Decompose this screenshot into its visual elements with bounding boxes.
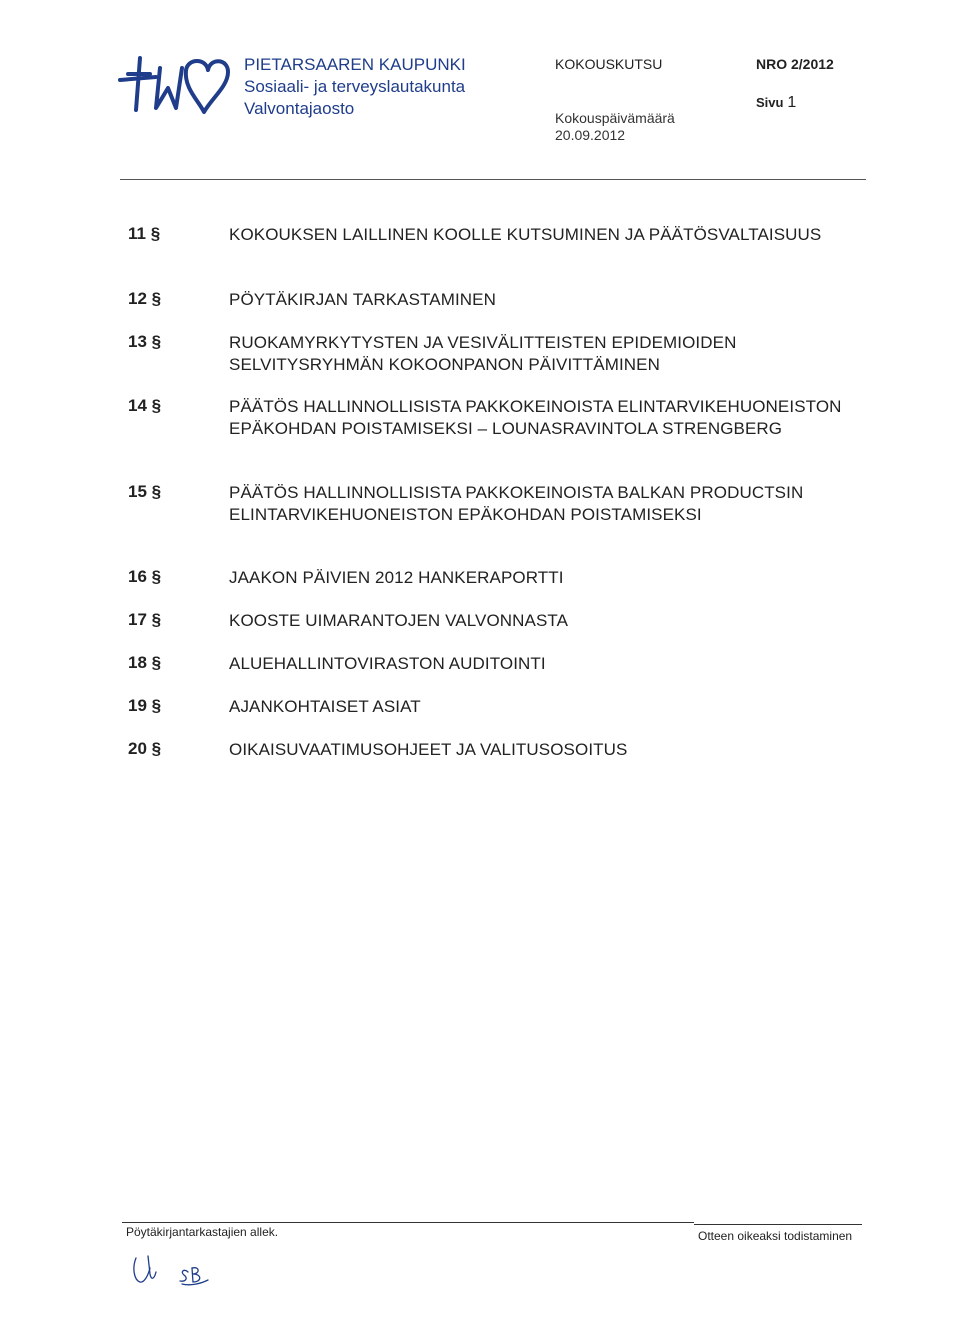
agenda-item-number: 11 § bbox=[128, 224, 161, 243]
agenda-item-number: 12 § bbox=[128, 289, 162, 308]
agenda-item-title: AJANKOHTAISET ASIAT bbox=[229, 697, 421, 716]
header-divider bbox=[120, 179, 866, 180]
organization-name bbox=[244, 54, 466, 120]
agenda-item-number: 18 § bbox=[128, 653, 162, 672]
document-type: KOKOUSKUTSU bbox=[555, 56, 663, 72]
city-logo-icon bbox=[116, 50, 234, 116]
agenda-item-number: 14 § bbox=[128, 396, 162, 415]
agenda-item-title: JAAKON PÄIVIEN 2012 HANKERAPORTTI bbox=[229, 568, 564, 587]
document-number: NRO 2/2012 bbox=[756, 56, 834, 72]
agenda-item-number: 19 § bbox=[128, 696, 162, 715]
agenda-item-number: 20 § bbox=[128, 739, 162, 758]
agenda-item-number: 17 § bbox=[128, 610, 162, 629]
agenda-item-title: KOOSTE UIMARANTOJEN VALVONNASTA bbox=[229, 611, 569, 630]
agenda-item-title: PÄÄTÖS HALLINNOLLISISTA PAKKOKEINOISTA BALKAN PRODUCTSIN ELINTARVIKEHUONEISTON EPÄKOHDAN POISTAMISEKSI bbox=[229, 483, 804, 524]
certification-label: Otteen oikeaksi todistaminen bbox=[698, 1229, 853, 1243]
agenda-item-title: PÄÄTÖS HALLINNOLLISISTA PAKKOKEINOISTA ELINTARVIKEHUONEISTON EPÄKOHDAN POISTAMISEKSI – LOUNASRAVINTOLA STRENGBERG bbox=[229, 397, 842, 438]
meeting-date-value: 20.09.2012 bbox=[555, 127, 626, 143]
footer-divider-right bbox=[694, 1224, 862, 1225]
org-line-2: Sosiaali- ja terveyslautakunta bbox=[244, 77, 466, 96]
agenda-item-title: OIKAISUVAATIMUSOHJEET JA VALITUSOSOITUS bbox=[229, 740, 628, 759]
page-number bbox=[756, 94, 796, 112]
agenda-item-title: ALUEHALLINTOVIRASTON AUDITOINTI bbox=[229, 654, 546, 673]
org-line-1: PIETARSAAREN KAUPUNKI bbox=[244, 55, 466, 74]
org-line-3: Valvontajaosto bbox=[244, 99, 355, 118]
footer-divider-left bbox=[122, 1222, 694, 1223]
meeting-date-label: Kokouspäivämäärä bbox=[555, 110, 675, 126]
agenda-item-title: PÖYTÄKIRJAN TARKASTAMINEN bbox=[229, 290, 496, 309]
page-label: Sivu bbox=[756, 95, 784, 110]
reviewers-signature-label: Pöytäkirjantarkastajien allek. bbox=[126, 1225, 279, 1239]
agenda-item-number: 15 § bbox=[128, 482, 162, 501]
agenda-item-number: 13 § bbox=[128, 332, 162, 351]
handwritten-initials-icon bbox=[130, 1250, 250, 1290]
page-value: 1 bbox=[787, 94, 797, 111]
agenda-item-title: RUOKAMYRKYTYSTEN JA VESIVÄLITTEISTEN EPIDEMIOIDEN SELVITYSRYHMÄN KOKOONPANON PÄIVITTÄMINEN bbox=[229, 333, 737, 374]
agenda-item-title: KOKOUKSEN LAILLINEN KOOLLE KUTSUMINEN JA PÄÄTÖSVALTAISUUS bbox=[229, 225, 822, 244]
agenda-item-number: 16 § bbox=[128, 567, 162, 586]
